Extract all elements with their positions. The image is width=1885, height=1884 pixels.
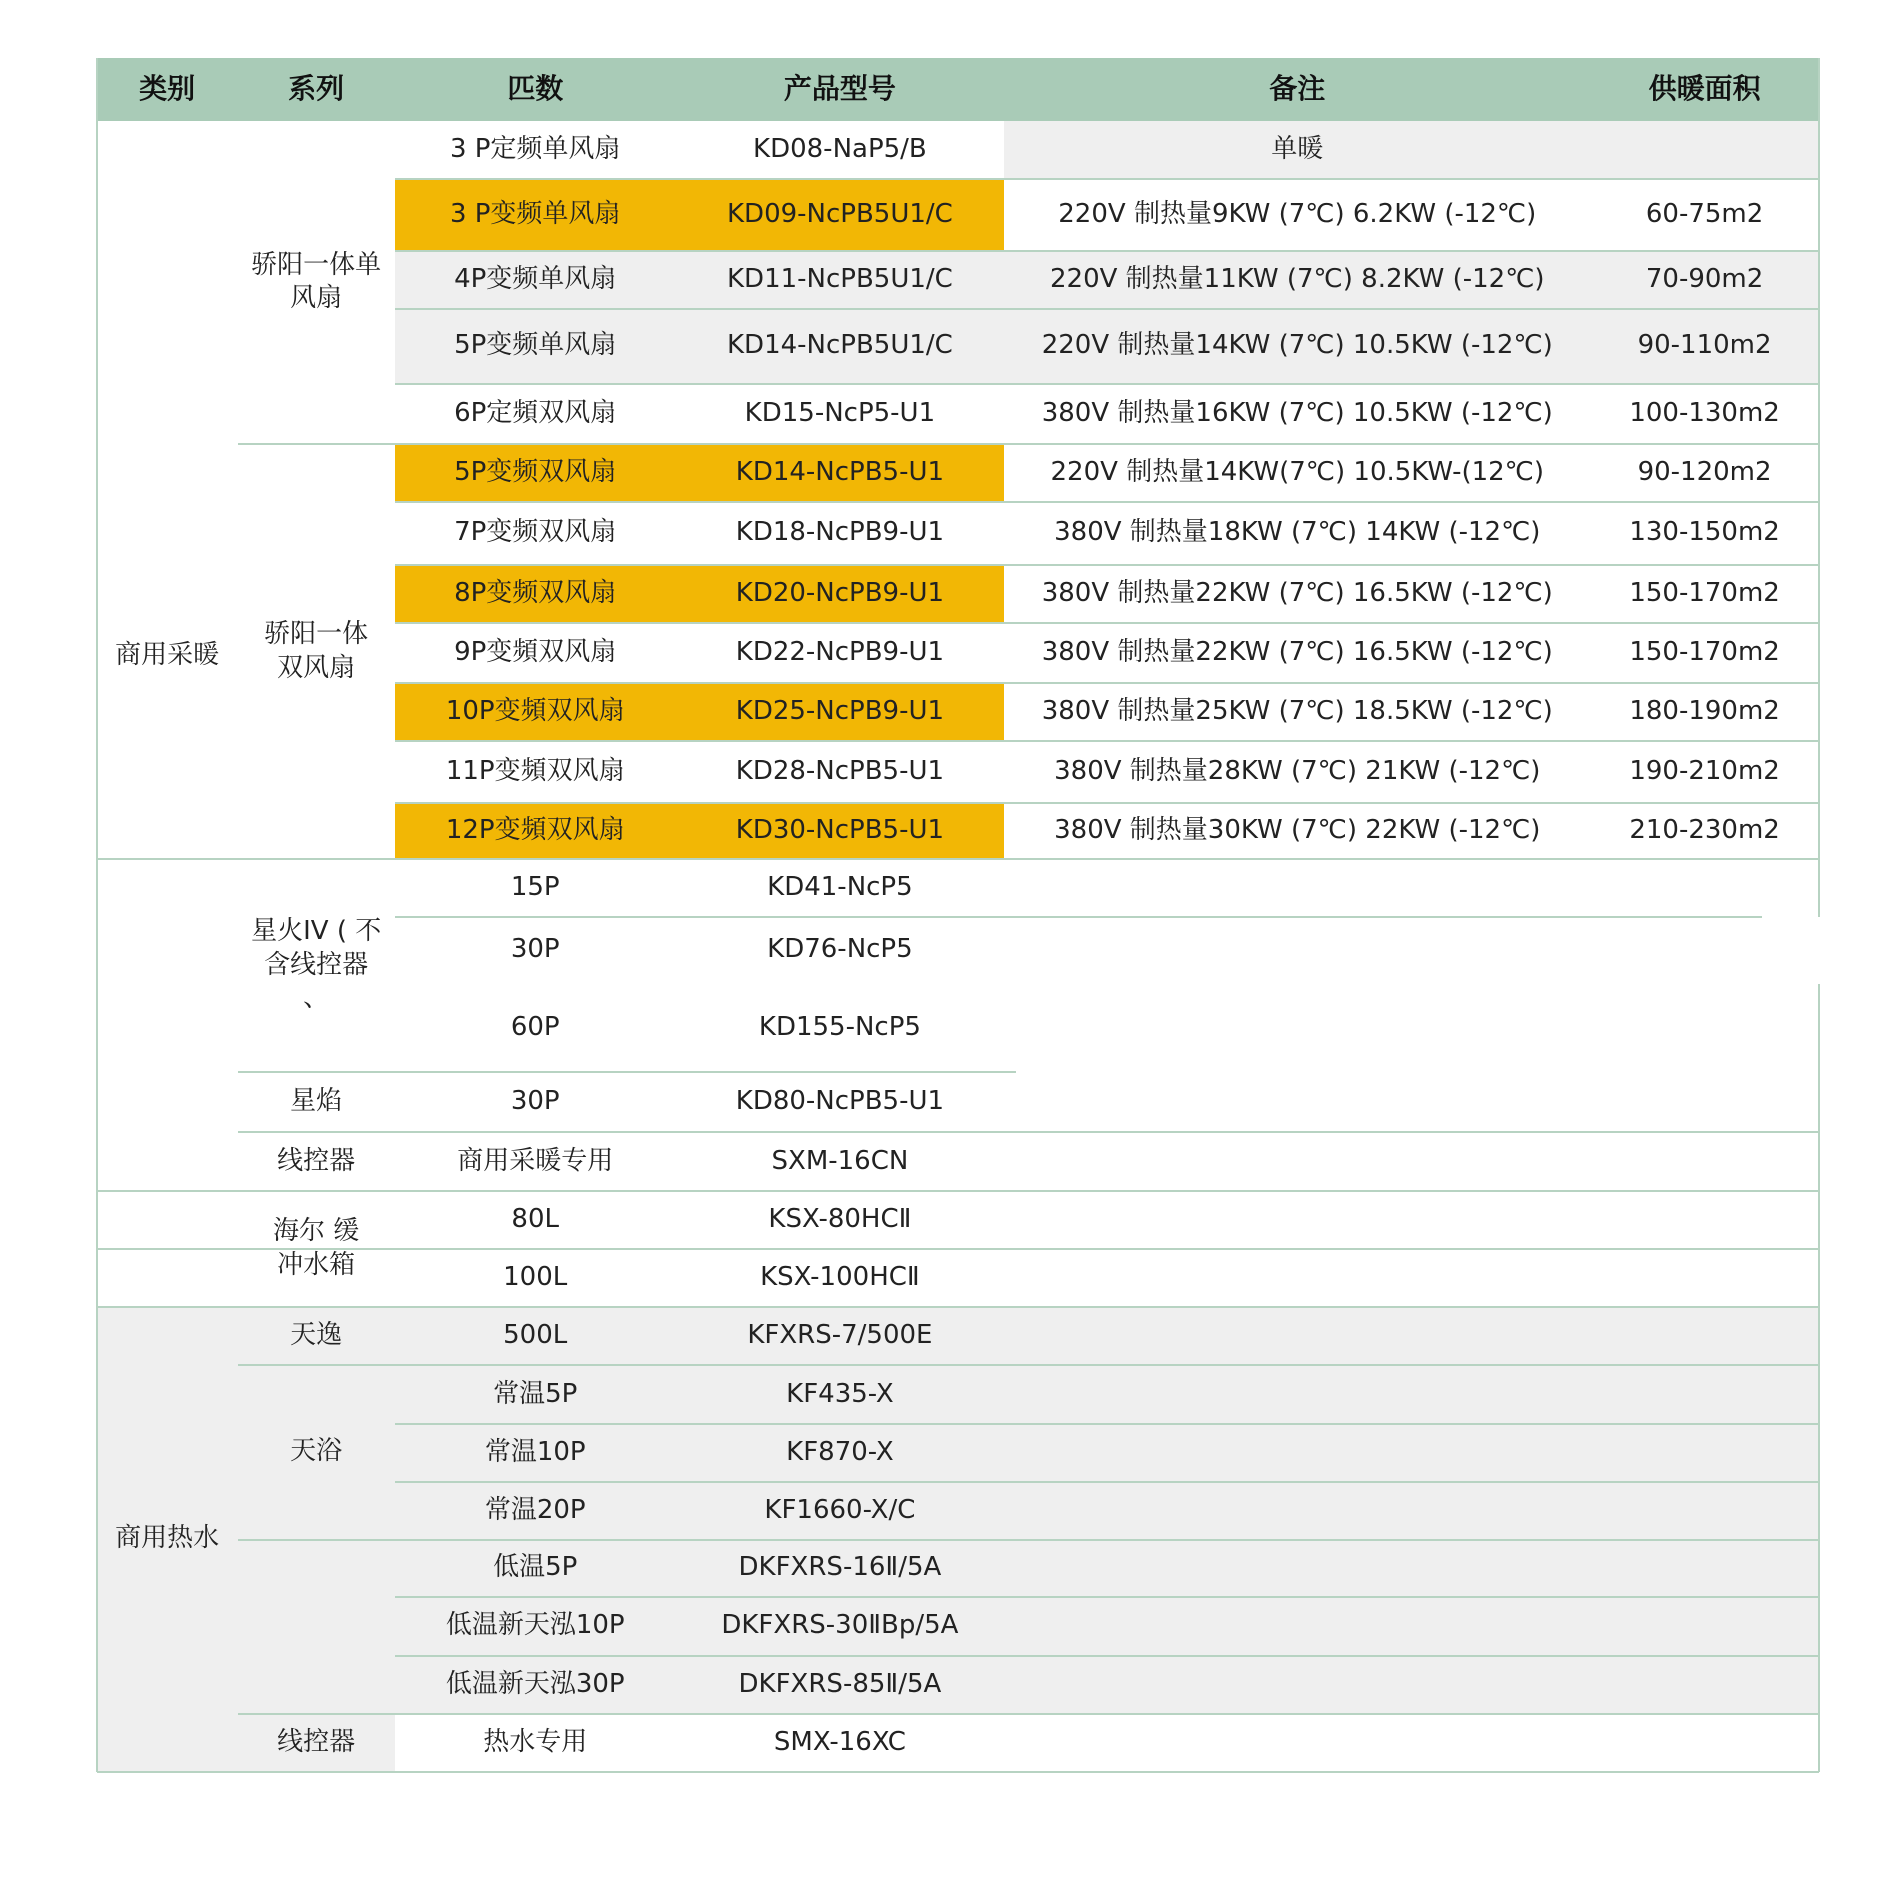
- hp-cell: 3 P定频单风扇: [449, 133, 621, 164]
- remark-cell: 380V 制热量16KW (7℃) 10.5KW (-12℃): [1041, 398, 1553, 429]
- row-divider: [238, 1071, 1016, 1073]
- hp-cell: 500L: [503, 1320, 568, 1350]
- remark-cell: 单暖: [1271, 133, 1324, 164]
- row-divider: [395, 1481, 1819, 1483]
- hp-cell: 5P变频双风扇: [454, 457, 617, 488]
- column-header: 供暖面积: [1648, 72, 1761, 106]
- hp-cell: 30P: [510, 1085, 560, 1116]
- model-cell: KD08-NaP5/B: [753, 133, 927, 164]
- remark-cell: 220V 制热量9KW (7℃) 6.2KW (-12℃): [1058, 198, 1537, 229]
- model-cell: KD14-NcPB5-U1: [735, 457, 945, 488]
- hp-cell: 低温新天泓10P: [445, 1610, 625, 1641]
- model-cell: KSX-80HCⅡ: [768, 1204, 912, 1235]
- row-divider: [238, 443, 1819, 445]
- model-cell: KD15-NcP5-U1: [744, 398, 936, 429]
- row-divider: [395, 564, 1819, 566]
- hp-cell: 9P变頻双风扇: [454, 636, 617, 667]
- hp-cell: 100L: [503, 1262, 568, 1293]
- hp-cell: 10P变頻双风扇: [445, 696, 625, 727]
- row-divider: [395, 1596, 1819, 1598]
- hp-cell: 热水专用: [483, 1726, 588, 1757]
- column-header: 匹数: [507, 72, 564, 106]
- area-cell: 150-170m2: [1629, 636, 1780, 667]
- area-cell: 70-90m2: [1645, 264, 1764, 295]
- area-cell: 100-130m2: [1629, 398, 1780, 429]
- row-divider: [97, 1248, 238, 1250]
- remark-cell: 380V 制热量22KW (7℃) 16.5KW (-12℃): [1041, 636, 1553, 667]
- row-divider: [97, 1190, 1819, 1192]
- remark-cell: 380V 制热量25KW (7℃) 18.5KW (-12℃): [1041, 696, 1553, 727]
- model-cell: DKFXRS-85Ⅱ/5A: [738, 1668, 942, 1699]
- model-cell: KF870-X: [786, 1437, 894, 1468]
- series-cell: 线控器: [277, 1145, 356, 1176]
- series-cell: 骄阳一体单 风扇: [251, 249, 382, 314]
- hp-cell: 15P: [510, 872, 560, 903]
- model-cell: KD18-NcPB9-U1: [735, 517, 945, 548]
- hp-cell: 常温5P: [493, 1378, 578, 1409]
- model-cell: KFXRS-7/500E: [747, 1320, 933, 1350]
- remark-cell: 220V 制热量14KW(7℃) 10.5KW-(12℃): [1050, 457, 1545, 488]
- hp-cell: 7P变频双风扇: [454, 517, 617, 548]
- series-cell: 天浴: [290, 1436, 343, 1467]
- category-cell: 商用采暖: [115, 639, 220, 670]
- hp-cell: 低温新天泓30P: [445, 1668, 625, 1699]
- hp-cell: 8P变频双风扇: [454, 577, 617, 608]
- area-cell: 90-110m2: [1637, 330, 1772, 361]
- row-divider: [97, 1306, 1819, 1308]
- row-divider: [395, 740, 1819, 742]
- hp-cell: 12P变頻双风扇: [445, 814, 625, 845]
- series-cell: 线控器: [277, 1726, 356, 1757]
- row-divider: [97, 1248, 1819, 1250]
- model-cell: SXM-16CN: [771, 1145, 909, 1176]
- row-divider: [395, 1655, 1819, 1657]
- remark-cell: 220V 制热量11KW (7℃) 8.2KW (-12℃): [1050, 264, 1545, 295]
- column-header: 产品型号: [783, 72, 896, 106]
- row-divider: [395, 383, 1819, 385]
- model-cell: KD76-NcP5: [767, 934, 913, 965]
- model-cell: KD09-NcPB5U1/C: [727, 198, 953, 229]
- model-cell: KF435-X: [786, 1378, 894, 1409]
- row-divider: [238, 1131, 1819, 1133]
- table-border: [1818, 984, 1820, 1772]
- hp-cell: 80L: [511, 1204, 559, 1235]
- series-cell: 海尔 缓 冲水箱: [273, 1216, 360, 1281]
- hp-cell: 6P定頻双风扇: [454, 398, 617, 429]
- column-header: 备注: [1269, 72, 1326, 106]
- series-cell: 星火IV ( 不 含线控器 、: [251, 915, 382, 1014]
- row-divider: [97, 858, 1819, 860]
- model-cell: KD30-NcPB5-U1: [735, 814, 945, 845]
- hp-cell: 商用采暖专用: [457, 1145, 614, 1176]
- area-cell: 60-75m2: [1645, 198, 1764, 229]
- area-cell: 90-120m2: [1637, 457, 1772, 488]
- series-cell: 骄阳一体 双风扇: [264, 618, 369, 683]
- hp-cell: 60P: [510, 1011, 560, 1042]
- row-divider: [395, 308, 1819, 310]
- model-cell: KD28-NcPB5-U1: [735, 755, 945, 786]
- row-divider: [395, 622, 1819, 624]
- area-cell: 210-230m2: [1629, 814, 1780, 845]
- column-header: 类别: [139, 72, 196, 106]
- hp-cell: 低温5P: [493, 1552, 578, 1583]
- model-cell: DKFXRS-16Ⅱ/5A: [738, 1552, 942, 1583]
- row-divider: [395, 802, 1819, 804]
- area-cell: 190-210m2: [1629, 755, 1780, 786]
- row-divider: [395, 501, 1819, 503]
- row-divider: [238, 1713, 1819, 1715]
- model-cell: KD14-NcPB5U1/C: [727, 330, 953, 361]
- hp-cell: 常温10P: [484, 1437, 586, 1468]
- area-cell: 150-170m2: [1629, 577, 1780, 608]
- model-cell: DKFXRS-30ⅡBp/5A: [721, 1610, 959, 1641]
- model-cell: KD22-NcPB9-U1: [735, 636, 945, 667]
- table-border: [96, 58, 98, 1772]
- model-cell: KD155-NcP5: [758, 1011, 921, 1042]
- row-divider: [395, 1423, 1819, 1425]
- hp-cell: 常温20P: [484, 1494, 586, 1525]
- table-bottom: [97, 1771, 1819, 1773]
- model-cell: SMX-16XC: [773, 1726, 906, 1757]
- row-divider: [395, 916, 1762, 918]
- area-cell: 130-150m2: [1629, 517, 1780, 548]
- table-border: [1818, 58, 1820, 917]
- hp-cell: 4P变频单风扇: [454, 264, 617, 295]
- row-divider: [395, 250, 1819, 252]
- model-cell: KD80-NcPB5-U1: [735, 1085, 945, 1116]
- row-divider: [238, 1364, 1819, 1366]
- hp-cell: 3 P变频单风扇: [449, 198, 621, 229]
- remark-cell: 380V 制热量28KW (7℃) 21KW (-12℃): [1054, 755, 1541, 786]
- category-cell: 商用热水: [115, 1523, 220, 1554]
- remark-cell: 220V 制热量14KW (7℃) 10.5KW (-12℃): [1041, 330, 1553, 361]
- row-divider: [238, 1539, 1819, 1541]
- remark-cell: 380V 制热量30KW (7℃) 22KW (-12℃): [1054, 814, 1541, 845]
- model-cell: KD20-NcPB9-U1: [735, 577, 945, 608]
- hp-cell: 11P变頻双风扇: [445, 755, 625, 786]
- hp-cell: 5P变频单风扇: [454, 330, 617, 361]
- model-cell: KF1660-X/C: [764, 1494, 916, 1525]
- model-cell: KSX-100HCⅡ: [760, 1262, 920, 1293]
- remark-cell: 380V 制热量22KW (7℃) 16.5KW (-12℃): [1041, 577, 1553, 608]
- hp-cell: 30P: [510, 934, 560, 965]
- series-cell: 天逸: [290, 1320, 343, 1350]
- series-cell: 星焰: [290, 1085, 343, 1116]
- row-divider: [395, 682, 1819, 684]
- model-cell: KD11-NcPB5U1/C: [727, 264, 953, 295]
- remark-cell: 380V 制热量18KW (7℃) 14KW (-12℃): [1054, 517, 1541, 548]
- row-divider: [395, 178, 1819, 180]
- column-header: 系列: [288, 72, 345, 106]
- model-cell: KD41-NcP5: [767, 872, 913, 903]
- area-cell: 180-190m2: [1629, 696, 1780, 727]
- model-cell: KD25-NcPB9-U1: [735, 696, 945, 727]
